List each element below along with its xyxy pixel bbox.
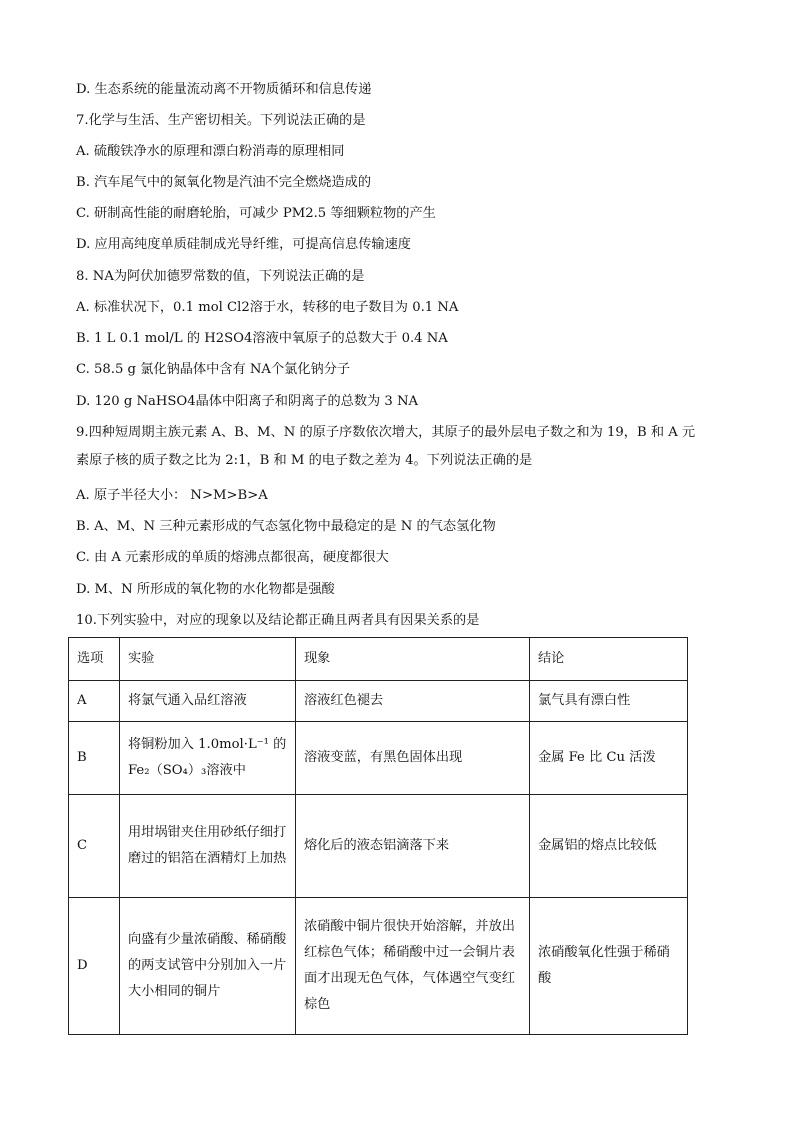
cell-experiment: 用坩埚钳夹住用砂纸仔细打磨过的铝箔在酒精灯上加热 xyxy=(120,795,296,898)
q9-option-d: D. M、N 所形成的氧化物的水化物都是强酸 xyxy=(76,582,335,597)
cell-conclusion: 金属铝的熔点比较低 xyxy=(530,795,688,898)
header-phenomenon: 现象 xyxy=(296,638,530,681)
q9-stem-line2: 素原子核的质子数之比为 2:1，B 和 M 的电子数之差为 4。下列说法正确的是 xyxy=(76,453,533,468)
q7-stem: 7.化学与生活、生产密切相关。下列说法正确的是 xyxy=(76,113,366,128)
q8-option-b: B. 1 L 0.1 mol/L 的 H2SO4溶液中氧原子的总数大于 0.4 NA xyxy=(76,331,448,346)
cell-conclusion: 浓硝酸氧化性强于稀硝酸 xyxy=(530,898,688,1035)
table-row xyxy=(69,722,688,795)
table-row xyxy=(69,898,688,1035)
q7-option-d: D. 应用高纯度单质硅制成光导纤维，可提高信息传输速度 xyxy=(76,237,411,252)
q7-option-a: A. 硫酸铁净水的原理和漂白粉消毒的原理相同 xyxy=(76,144,345,159)
q10-stem: 10.下列实验中，对应的现象以及结论都正确且两者具有因果关系的是 xyxy=(76,613,480,628)
q9-option-b: B. A、M、N 三种元素形成的气态氢化物中最稳定的是 N 的气态氢化物 xyxy=(76,519,496,534)
table-row xyxy=(69,681,688,722)
cell-phenomenon: 浓硝酸中铜片很快开始溶解，并放出红棕色气体；稀硝酸中过一会铜片表面才出现无色气体，气体遇空气变红棕色 xyxy=(296,898,530,1035)
q9-option-c: C. 由 A 元素形成的单质的熔沸点都很高，硬度都很大 xyxy=(76,550,389,565)
cell-conclusion: 氯气具有漂白性 xyxy=(530,681,688,722)
cell-option: A xyxy=(69,681,120,722)
cell-phenomenon: 溶液红色褪去 xyxy=(296,681,530,722)
table-header-row xyxy=(69,638,688,681)
table-row xyxy=(69,795,688,898)
cell-phenomenon: 溶液变蓝，有黑色固体出现 xyxy=(296,722,530,795)
q6-option-d: D. 生态系统的能量流动离不开物质循环和信息传递 xyxy=(76,82,372,97)
q8-option-d: D. 120 g NaHSO4晶体中阳离子和阴离子的总数为 3 NA xyxy=(76,394,419,409)
q8-option-c: C. 58.5 g 氯化钠晶体中含有 NA个氯化钠分子 xyxy=(76,362,351,377)
cell-option: D xyxy=(69,898,120,1035)
header-conclusion: 结论 xyxy=(530,638,688,681)
cell-conclusion: 金属 Fe 比 Cu 活泼 xyxy=(530,722,688,795)
header-experiment: 实验 xyxy=(120,638,296,681)
q7-option-c: C. 研制高性能的耐磨轮胎，可减少 PM2.5 等细颗粒物的产生 xyxy=(76,206,436,221)
q8-option-a: A. 标准状况下，0.1 mol Cl2溶于水，转移的电子数目为 0.1 NA xyxy=(76,300,459,315)
cell-experiment: 将铜粉加入 1.0mol·L⁻¹ 的 Fe₂（SO₄）₃溶液中 xyxy=(120,722,296,795)
cell-option: C xyxy=(69,795,120,898)
cell-option: B xyxy=(69,722,120,795)
cell-experiment: 将氯气通入品红溶液 xyxy=(120,681,296,722)
q9-stem-line1: 9.四种短周期主族元素 A、B、M、N 的原子序数依次增大，其原子的最外层电子数之和为 19，B 和 A 元 xyxy=(76,425,696,440)
q8-stem: 8. NA为阿伏加德罗常数的值，下列说法正确的是 xyxy=(76,269,365,284)
experiment-table xyxy=(68,637,688,1035)
q7-option-b: B. 汽车尾气中的氮氧化物是汽油不完全燃烧造成的 xyxy=(76,175,372,190)
cell-experiment: 向盛有少量浓硝酸、稀硝酸的两支试管中分别加入一片大小相同的铜片 xyxy=(120,898,296,1035)
header-option: 选项 xyxy=(69,638,120,681)
cell-phenomenon: 熔化后的液态铝滴落下来 xyxy=(296,795,530,898)
q9-option-a: A. 原子半径大小： N>M>B>A xyxy=(76,488,268,503)
